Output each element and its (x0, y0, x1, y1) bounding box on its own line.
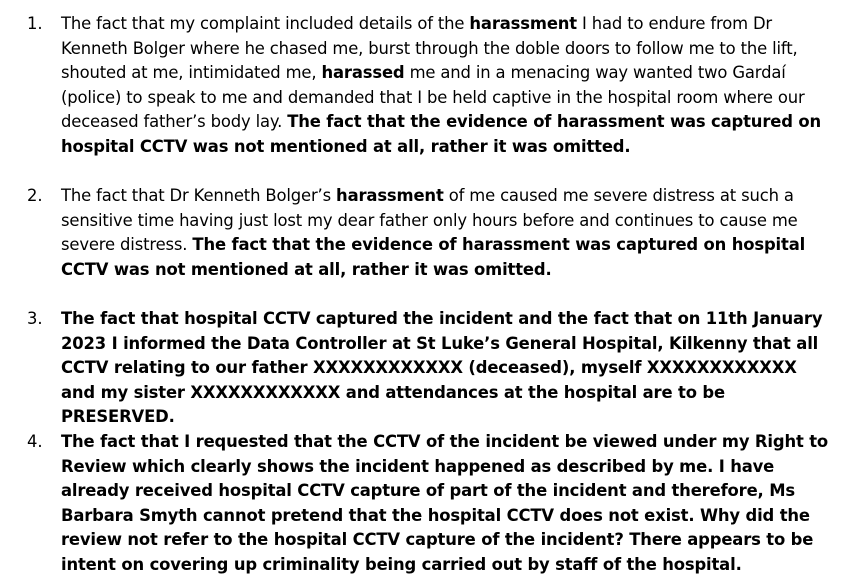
bold-text-segment: The fact that hospital CCTV captured the incident and the fact that on 11th January 2023 I informed the Data Controller at St Luke’s General Hospital, Kilkenny that all CCTV relating to our father XXXXXXXXXXXX (deceased), myself XXXXXXXXXXXX and my sister XXXXXXXXXXXX and attendances at the hospital are to be PRESERVED. (61, 309, 823, 426)
text-segment: The fact that my complaint included details of the (61, 14, 470, 33)
bold-text-segment: harassment (336, 186, 444, 205)
list-item-number: 4. (27, 432, 43, 451)
list-item-text (61, 184, 831, 282)
bold-text-segment: harassed (321, 63, 405, 82)
list-item-text (61, 307, 831, 430)
list-item-text (61, 12, 831, 159)
text-segment: me and in a menacing way wanted two Gardaí (police) to speak to me and demanded that I be held captive in the hospital room where our deceased father’s body lay. (61, 63, 805, 131)
text-segment: The fact that Dr Kenneth Bolger’s (61, 186, 337, 205)
bold-text-segment: The fact that I requested that the CCTV of the incident be viewed under my Right to Review which clearly shows the incident happened as described by me. I have already received hospital CCTV capture of part of the incident and therefore, Ms Barbara Smyth cannot pretend that the hospital CCTV does not exist. Why did the review not refer to the hospital CCTV capture of the incident? There appears to be intent on covering up criminality being carried out by staff of the hospital. (61, 432, 829, 574)
bold-text-segment: harassment (469, 14, 577, 33)
bold-text-segment: The fact that the evidence of harassment was captured on hospital CCTV was not mentioned at all, rather it was omitted. (61, 112, 821, 156)
list-item-number: 3. (27, 309, 43, 328)
list-item-number: 2. (27, 186, 43, 205)
bold-text-segment: The fact that the evidence of harassment was captured on hospital CCTV was not mentioned at all, rather it was omitted. (61, 235, 806, 279)
list-item-number: 1. (27, 14, 43, 33)
text-segment: I had to endure from Dr Kenneth Bolger where he chased me, burst through the doble doors to follow me to the lift, shouted at me, intimidated me, (61, 14, 798, 82)
list-item-text (61, 430, 831, 577)
text-segment: of me caused me severe distress at such a sensitive time having just lost my dear father only hours before and continues to cause me severe distress. (61, 186, 798, 254)
